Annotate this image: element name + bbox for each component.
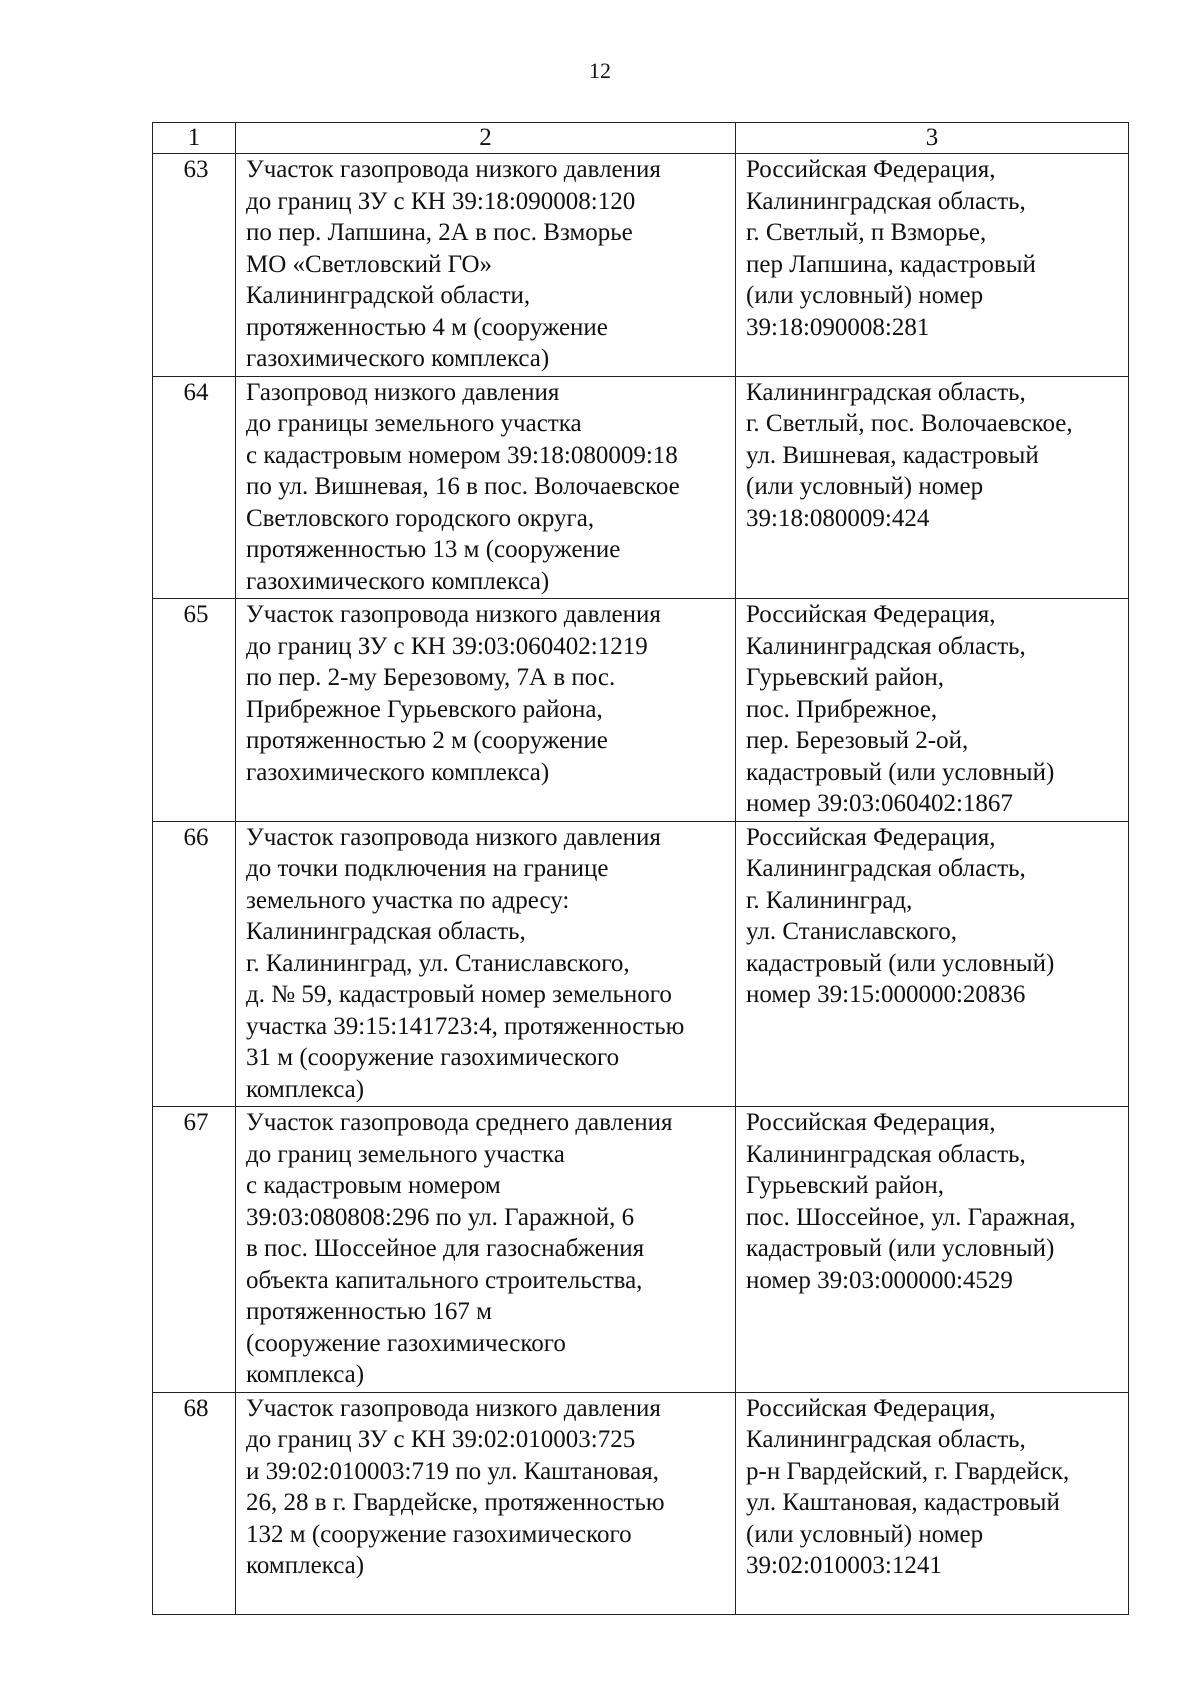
object-location: [736, 376, 1129, 599]
location-line: Российская Федерация,: [746, 1109, 996, 1136]
table-body: [153, 154, 1129, 1615]
description-line: комплекса): [246, 1361, 365, 1388]
location-line: Калининградская область,: [746, 187, 1026, 215]
description-line: 39:03:080808:296 по ул. Гаражной, 6: [246, 1203, 635, 1231]
description-line: газохимического комплекса): [246, 758, 550, 786]
description-line: до границ земельного участка: [246, 1140, 565, 1168]
location-line: кадастровый (или условный): [746, 949, 1055, 977]
objects-table: [152, 122, 1129, 1615]
description-line: протяженностью 167 м: [246, 1298, 492, 1325]
location-line: ул. Каштановая, кадастровый: [746, 1489, 1060, 1516]
description-line: комплекса): [246, 1552, 365, 1579]
location-line: Российская Федерация,: [746, 156, 996, 183]
description-line: до точки подключения на границе: [246, 855, 609, 882]
description-line: Светловского городского округа,: [246, 504, 595, 532]
description-line: г. Калининград, ул. Станиславского,: [246, 949, 630, 977]
location-line: Российская Федерация,: [746, 601, 996, 628]
description-line: газохимического комплекса): [246, 567, 550, 595]
location-line: пер. Березовый 2-ой,: [746, 727, 969, 754]
description-line: комплекса): [246, 1075, 365, 1103]
table-row: [153, 599, 1129, 822]
location-line: 39:18:090008:281: [746, 313, 930, 341]
location-line: Российская Федерация,: [746, 823, 996, 851]
location-line: Калининградская область,: [746, 378, 1026, 406]
description-line: Калининградской области,: [246, 282, 531, 309]
description-line: участка 39:15:141723:4, протяженностью: [246, 1012, 685, 1040]
location-line: (или условный) номер: [746, 473, 984, 500]
location-line: номер 39:15:000000:20836: [746, 981, 1026, 1008]
location-line: ул. Вишневая, кадастровый: [746, 441, 1039, 469]
row-number: 67: [153, 1107, 236, 1393]
description-line: протяженностью 2 м (сооружение: [246, 727, 608, 754]
location-line: кадастровый (или условный): [746, 758, 1055, 786]
description-line: до границ ЗУ с КН 39:18:090008:120: [246, 187, 636, 215]
object-description: [236, 1107, 736, 1393]
row-number: 68: [153, 1392, 236, 1615]
description-line: до границ ЗУ с КН 39:03:060402:1219: [246, 632, 648, 660]
description-line: протяженностью 13 м (сооружение: [246, 536, 621, 563]
object-description: [236, 599, 736, 822]
location-line: пер Лапшина, кадастровый: [746, 250, 1036, 278]
description-line: по ул. Вишневая, 16 в пос. Волочаевское: [246, 473, 680, 500]
table-row: [153, 154, 1129, 377]
description-line: земельного участка по адресу:: [246, 886, 570, 914]
object-description: [236, 376, 736, 599]
description-line: протяженностью 4 м (сооружение: [246, 313, 608, 341]
description-line: с кадастровым номером: [246, 1172, 501, 1199]
description-line: Участок газопровода низкого давления: [246, 156, 661, 183]
description-line: Прибрежное Гурьевского района,: [246, 695, 603, 723]
location-line: г. Светлый, пос. Волочаевское,: [746, 410, 1073, 437]
description-line: в пос. Шоссейное для газоснабжения: [246, 1235, 645, 1262]
object-description: [236, 1392, 736, 1615]
row-number: 64: [153, 376, 236, 599]
location-line: пос. Прибрежное,: [746, 695, 938, 723]
description-line: и 39:02:010003:719 по ул. Каштановая,: [246, 1457, 659, 1485]
description-line: 31 м (сооружение газохимического: [246, 1044, 620, 1071]
description-line: по пер. 2-му Березовому, 7А в пос.: [246, 664, 616, 691]
description-line: МО «Светловский ГО»: [246, 250, 493, 278]
description-line: 26, 28 в г. Гвардейске, протяженностью: [246, 1489, 665, 1516]
object-location: [736, 821, 1129, 1107]
row-number: 66: [153, 821, 236, 1107]
row-number: 63: [153, 154, 236, 377]
description-line: газохимического комплекса): [246, 345, 550, 372]
description-line: Газопровод низкого давления: [246, 378, 560, 406]
description-line: (сооружение газохимического: [246, 1329, 566, 1357]
description-line: объекта капитального строительства,: [246, 1266, 643, 1294]
location-line: Калининградская область,: [746, 1140, 1026, 1168]
location-line: р-н Гвардейский, г. Гвардейск,: [746, 1457, 1070, 1485]
table-header-row: [153, 123, 1129, 154]
location-line: Гурьевский район,: [746, 664, 945, 691]
description-line: до границ ЗУ с КН 39:02:010003:725: [246, 1426, 636, 1453]
object-location: [736, 1392, 1129, 1615]
description-line: по пер. Лапшина, 2А в пос. Взморье: [246, 219, 633, 246]
description-line: д. № 59, кадастровый номер земельного: [246, 981, 672, 1008]
location-line: (или условный) номер: [746, 1520, 984, 1548]
column-header-3: 3: [736, 123, 1129, 154]
object-location: [736, 599, 1129, 822]
description-line: до границы земельного участка: [246, 410, 582, 437]
location-line: Калининградская область,: [746, 1426, 1026, 1453]
location-line: ул. Станиславского,: [746, 918, 957, 945]
location-line: Гурьевский район,: [746, 1172, 945, 1199]
description-line: 132 м (сооружение газохимического: [246, 1520, 632, 1548]
table-row: [153, 376, 1129, 599]
location-line: пос. Шоссейное, ул. Гаражная,: [746, 1203, 1076, 1231]
location-line: 39:18:080009:424: [746, 504, 930, 532]
table-row: [153, 1392, 1129, 1615]
location-line: г. Калининград,: [746, 886, 913, 914]
location-line: номер 39:03:000000:4529: [746, 1266, 1013, 1294]
description-line: Участок газопровода низкого давления: [246, 1394, 661, 1422]
object-location: [736, 154, 1129, 377]
location-line: г. Светлый, п Взморье,: [746, 219, 987, 246]
location-line: (или условный) номер: [746, 282, 984, 309]
description-line: с кадастровым номером 39:18:080009:18: [246, 441, 678, 469]
table-row: [153, 821, 1129, 1107]
column-header-2: 2: [236, 123, 736, 154]
row-number: 65: [153, 599, 236, 822]
description-line: Участок газопровода низкого давления: [246, 601, 661, 628]
object-description: [236, 821, 736, 1107]
page-number: 12: [589, 58, 611, 83]
column-header-1: 1: [153, 123, 236, 154]
object-description: [236, 154, 736, 377]
location-line: 39:02:010003:1241: [746, 1552, 942, 1579]
location-line: Калининградская область,: [746, 632, 1026, 660]
description-line: Участок газопровода среднего давления: [246, 1109, 673, 1136]
location-line: номер 39:03:060402:1867: [746, 790, 1013, 817]
description-line: Участок газопровода низкого давления: [246, 823, 661, 851]
location-line: кадастровый (или условный): [746, 1235, 1055, 1262]
description-line: Калининградская область,: [246, 918, 526, 945]
location-line: Российская Федерация,: [746, 1394, 996, 1422]
table-row: [153, 1107, 1129, 1393]
location-line: Калининградская область,: [746, 855, 1026, 882]
object-location: [736, 1107, 1129, 1393]
